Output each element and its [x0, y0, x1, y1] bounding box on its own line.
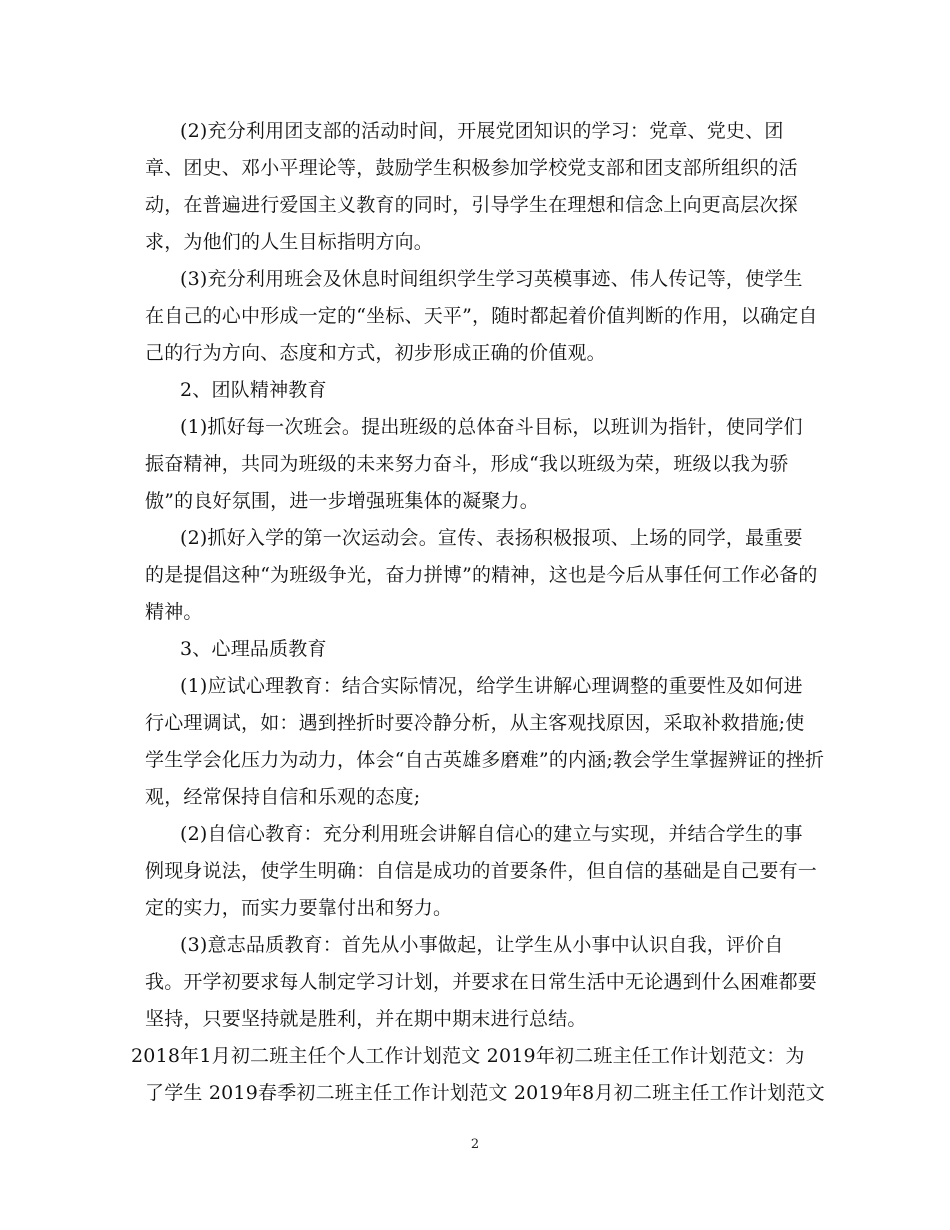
paragraph-line: 振奋精神，共同为班级的未来努力奋斗，形成“我以班级为荣，班级以我为骄: [145, 453, 789, 475]
paragraph-line: 在自己的心中形成一定的“坐标、天平”，随时都起着价值判断的作用，以确定自: [145, 305, 818, 327]
paragraph-line: (1)抓好每一次班会。提出班级的总体奋斗目标，以班训为指针，使同学们: [180, 416, 803, 438]
related-links-line: 2018年1月初二班主任个人工作计划范文 2019年初二班主任工作计划范文：为: [131, 1045, 805, 1067]
paragraph-line: (3)充分利用班会及休息时间组织学生学习英模事迹、伟人传记等，使学生: [180, 268, 803, 290]
paragraph-line: 行心理调试，如：遇到挫折时要冷静分析，从主客观找原因，采取补救措施;使: [145, 712, 805, 734]
paragraph-line: 学生学会化压力为动力，体会“自古英雄多磨难”的内涵;教会学生掌握辨证的挫折: [145, 749, 825, 771]
paragraph-line: 己的行为方向、态度和方式，初步形成正确的价值观。: [145, 342, 606, 364]
paragraph-line: 精神。: [145, 601, 203, 623]
paragraph-line: 求，为他们的人生目标指明方向。: [145, 231, 434, 253]
paragraph-line: 我。开学初要求每人制定学习计划，并要求在日常生活中无论遇到什么困难都要: [145, 971, 818, 993]
paragraph-line: 傲”的良好氛围，进一步增强班集体的凝聚力。: [145, 490, 539, 512]
paragraph-line: 观，经常保持自信和乐观的态度;: [145, 786, 421, 808]
paragraph-line: 坚持，只要坚持就是胜利，并在期中期末进行总结。: [145, 1008, 587, 1030]
paragraph-line: (2)抓好入学的第一次运动会。宣传、表扬积极报项、上场的同学，最重要: [180, 527, 803, 549]
paragraph-line: (3)意志品质教育：首先从小事做起，让学生从小事中认识自我，评价自: [180, 934, 784, 956]
paragraph-line: (2)自信心教育：充分利用班会讲解自信心的建立与实现，并结合学生的事: [180, 823, 803, 845]
paragraph-line: 例现身说法，使学生明确：自信是成功的首要条件，但自信的基础是自己要有一: [145, 860, 818, 882]
related-links-line: 了学生 2019春季初二班主任工作计划范文 2019年8月初二班主任工作计划范文: [145, 1082, 825, 1104]
page-number: 2: [470, 1137, 480, 1152]
section-heading: 3、心理品质教育: [180, 638, 327, 660]
paragraph-line: 动，在普遍进行爱国主义教育的同时，引导学生在理想和信念上向更高层次探: [145, 194, 798, 216]
paragraph-line: (1)应试心理教育：结合实际情况，给学生讲解心理调整的重要性及如何进: [180, 675, 803, 697]
section-heading: 2、团队精神教育: [180, 379, 327, 401]
paragraph-line: 章、团史、邓小平理论等，鼓励学生积极参加学校党支部和团支部所组织的活: [145, 157, 798, 179]
paragraph-line: 的是提倡这种“为班级争光，奋力拼博”的精神，这也是今后从事任何工作必备的: [145, 564, 818, 586]
paragraph-line: (2)充分利用团支部的活动时间，开展党团知识的学习：党章、党史、团: [180, 120, 784, 142]
paragraph-line: 定的实力，而实力要靠付出和努力。: [145, 897, 453, 919]
